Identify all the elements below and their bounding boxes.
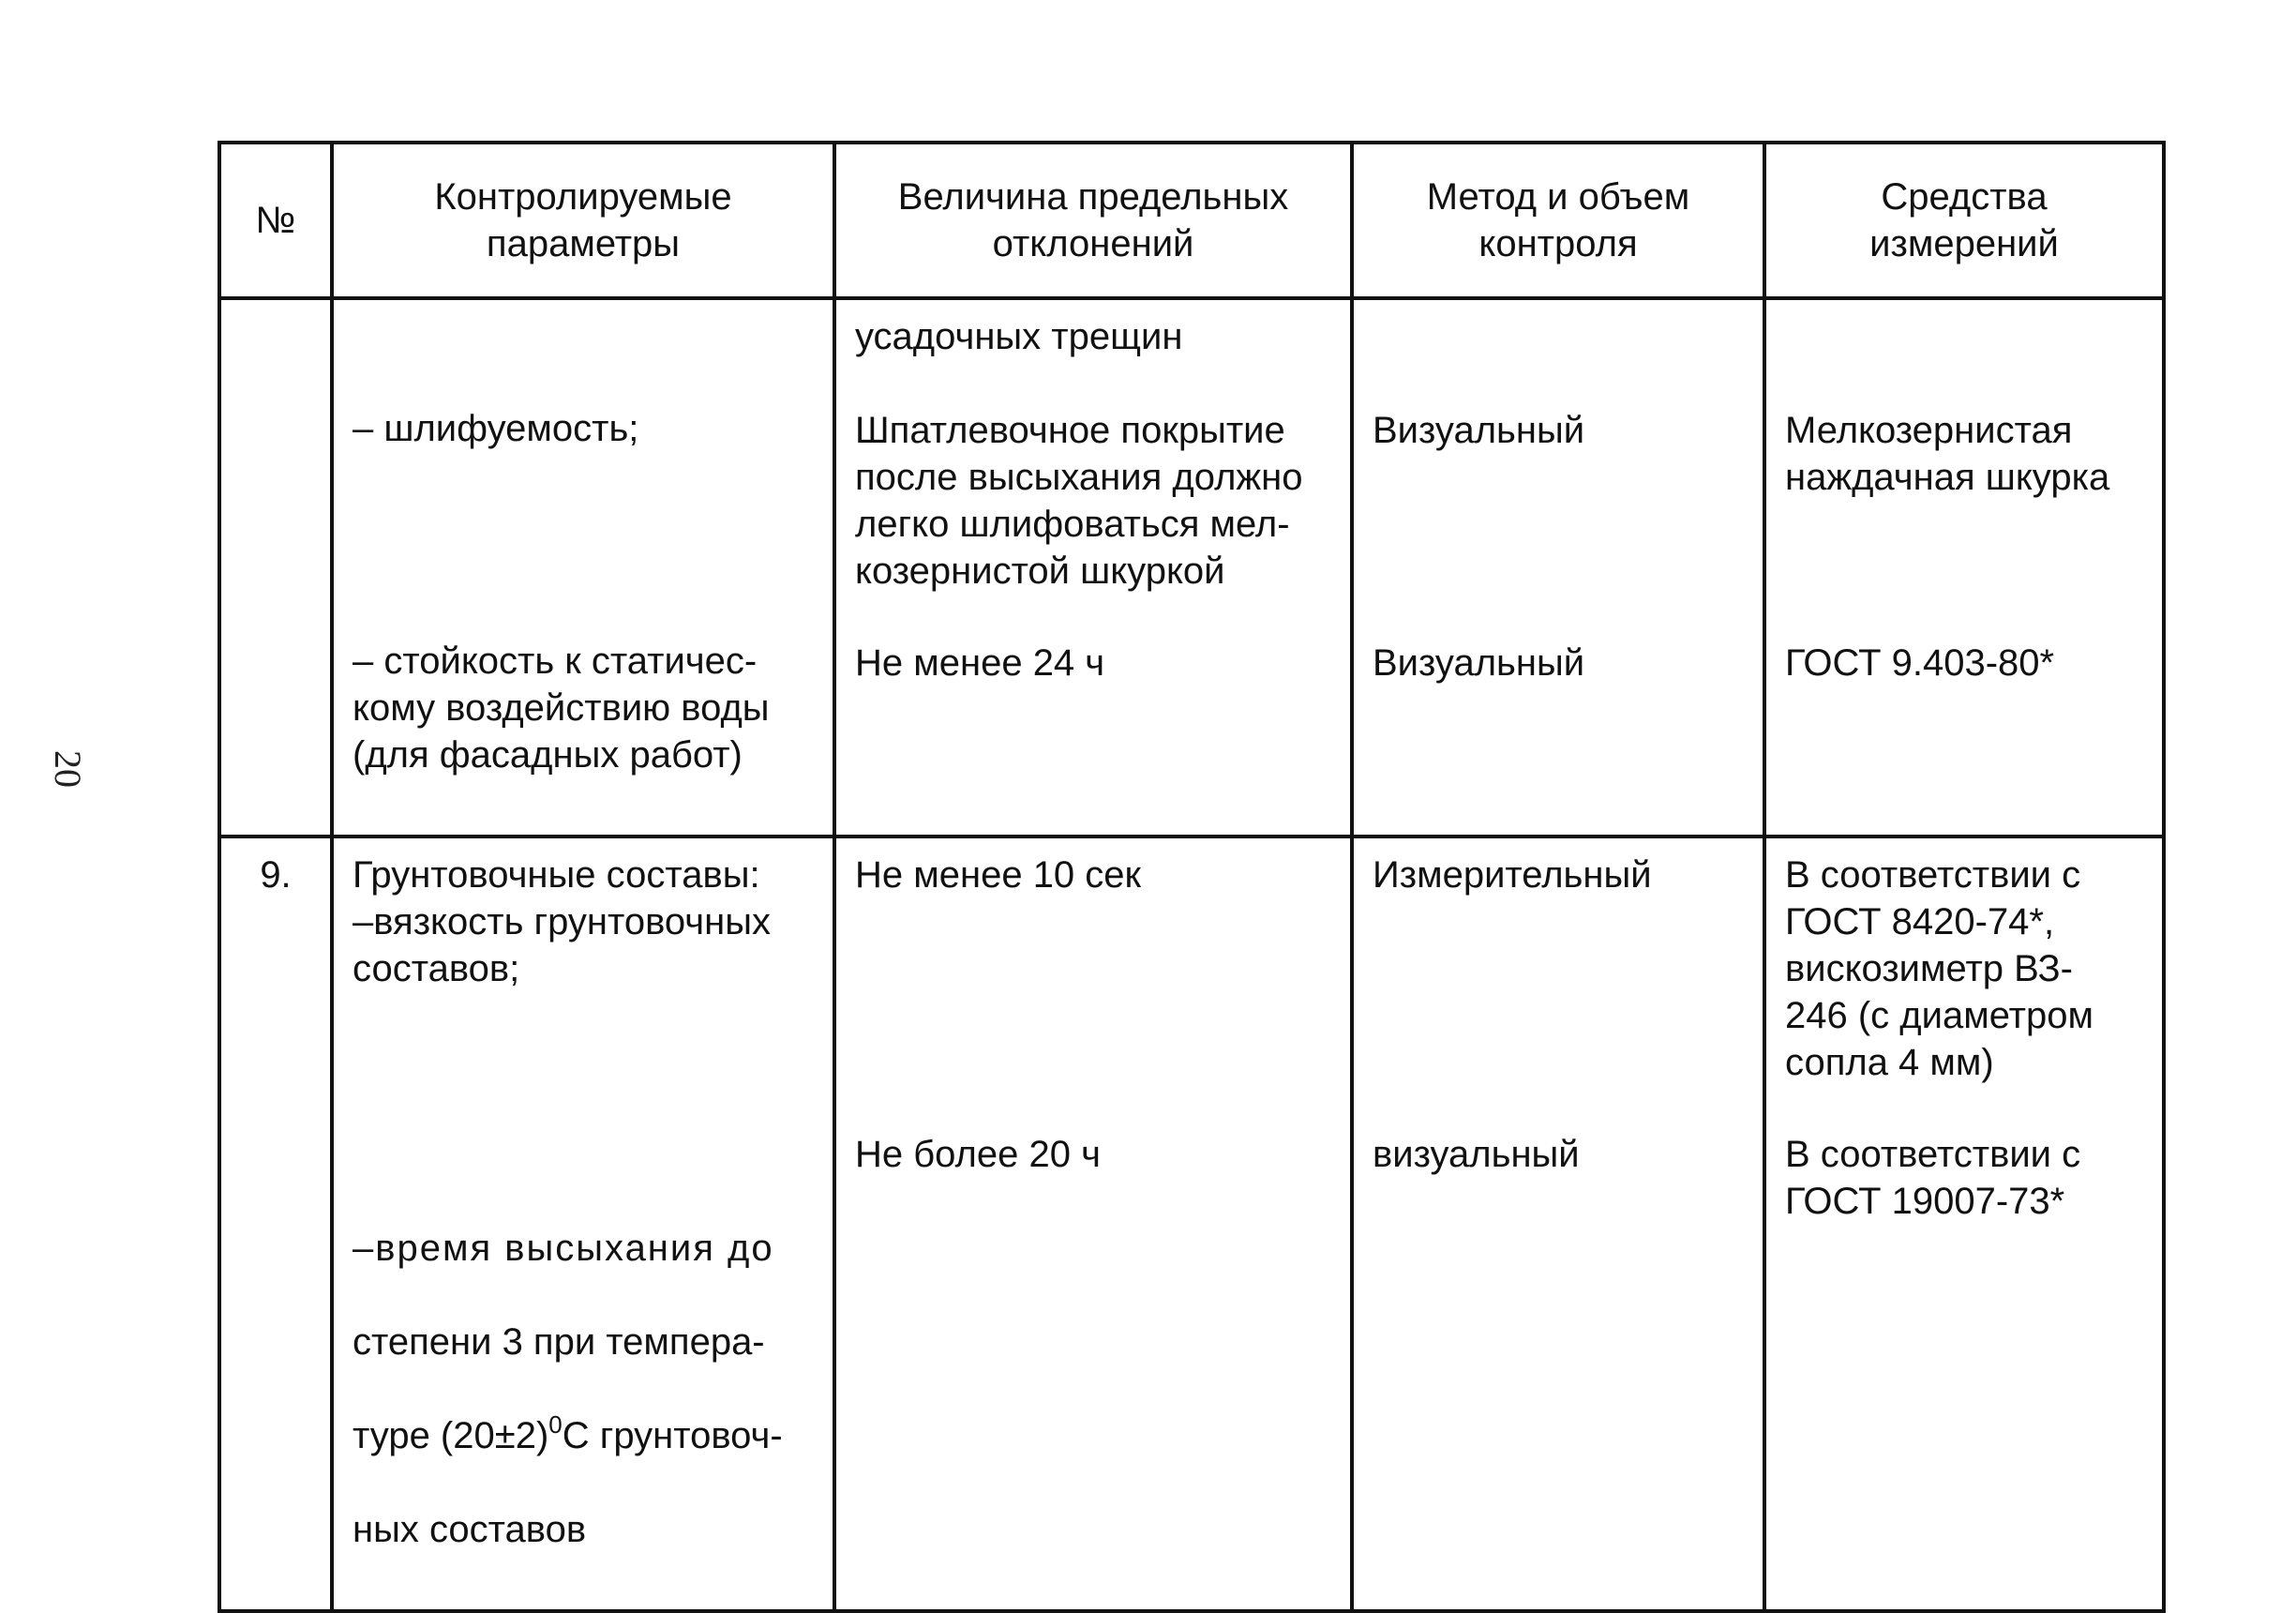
deviation-primer-viscosity: Не менее 10 сек <box>855 854 1142 896</box>
param-grindability: – шлифуемость; <box>353 408 639 449</box>
tools-primer-viscosity: В соответствии с ГОСТ 8420-74*, вискозиметр ВЗ- 246 (с диаметром сопла 4 мм) <box>1785 854 2093 1083</box>
deviation-grindability: Шпатлевочное покрытие после высыхания должно легко шлифоваться мел- козернистой шкуркой <box>855 410 1303 592</box>
deviation-cell <box>834 298 1352 837</box>
param-primer-drying: –время высыхания до степени 3 при темпера- туре $(20\pm 2)^0С$ грунтовоч- ных составов <box>353 1228 783 1550</box>
tools-water-resistance: ГОСТ 9.403-80* <box>1785 642 2055 684</box>
tools-cell <box>1764 298 2164 837</box>
method-grindability: Визуальный <box>1373 410 1585 451</box>
header-num: № <box>219 143 332 298</box>
row-num: 9. <box>219 837 332 1611</box>
method-water-resistance: Визуальный <box>1373 642 1585 684</box>
header-deviation: Величина предельных отклонений <box>834 143 1352 298</box>
table-header-row <box>219 143 2164 298</box>
tools-grindability: Мелкозернистая наждачная шкурка <box>1785 410 2110 498</box>
deviation-cell <box>834 837 1352 1611</box>
deviation-water-resistance: Не менее 24 ч <box>855 642 1105 684</box>
param-primer-viscosity: Грунтовочные составы: –вязкость грунтовочных составов; <box>353 854 771 989</box>
param-water-resistance: – стойкость к статичес- кому воздействию воды (для фасадных работ) <box>353 641 770 776</box>
page-number: 20 <box>47 750 89 788</box>
method-primer-viscosity: Измерительный <box>1373 854 1652 896</box>
tools-primer-drying: В соответствии с ГОСТ 19007-73* <box>1785 1134 2081 1222</box>
control-parameters-table <box>218 141 2166 1613</box>
method-cell <box>1352 298 1764 837</box>
param-cell <box>332 837 834 1611</box>
tools-cell <box>1764 837 2164 1611</box>
table-row <box>219 298 2164 837</box>
deviation-continuation: усадочных трещин <box>855 316 1183 357</box>
header-tools: Средства измерений <box>1764 143 2164 298</box>
deviation-primer-drying: Не более 20 ч <box>855 1134 1101 1175</box>
param-cell <box>332 298 834 837</box>
method-primer-drying: визуальный <box>1373 1134 1580 1175</box>
table-row <box>219 837 2164 1611</box>
method-cell <box>1352 837 1764 1611</box>
header-method: Метод и объем контроля <box>1352 143 1764 298</box>
row-num <box>219 298 332 837</box>
header-parameters: Контролируемые параметры <box>332 143 834 298</box>
